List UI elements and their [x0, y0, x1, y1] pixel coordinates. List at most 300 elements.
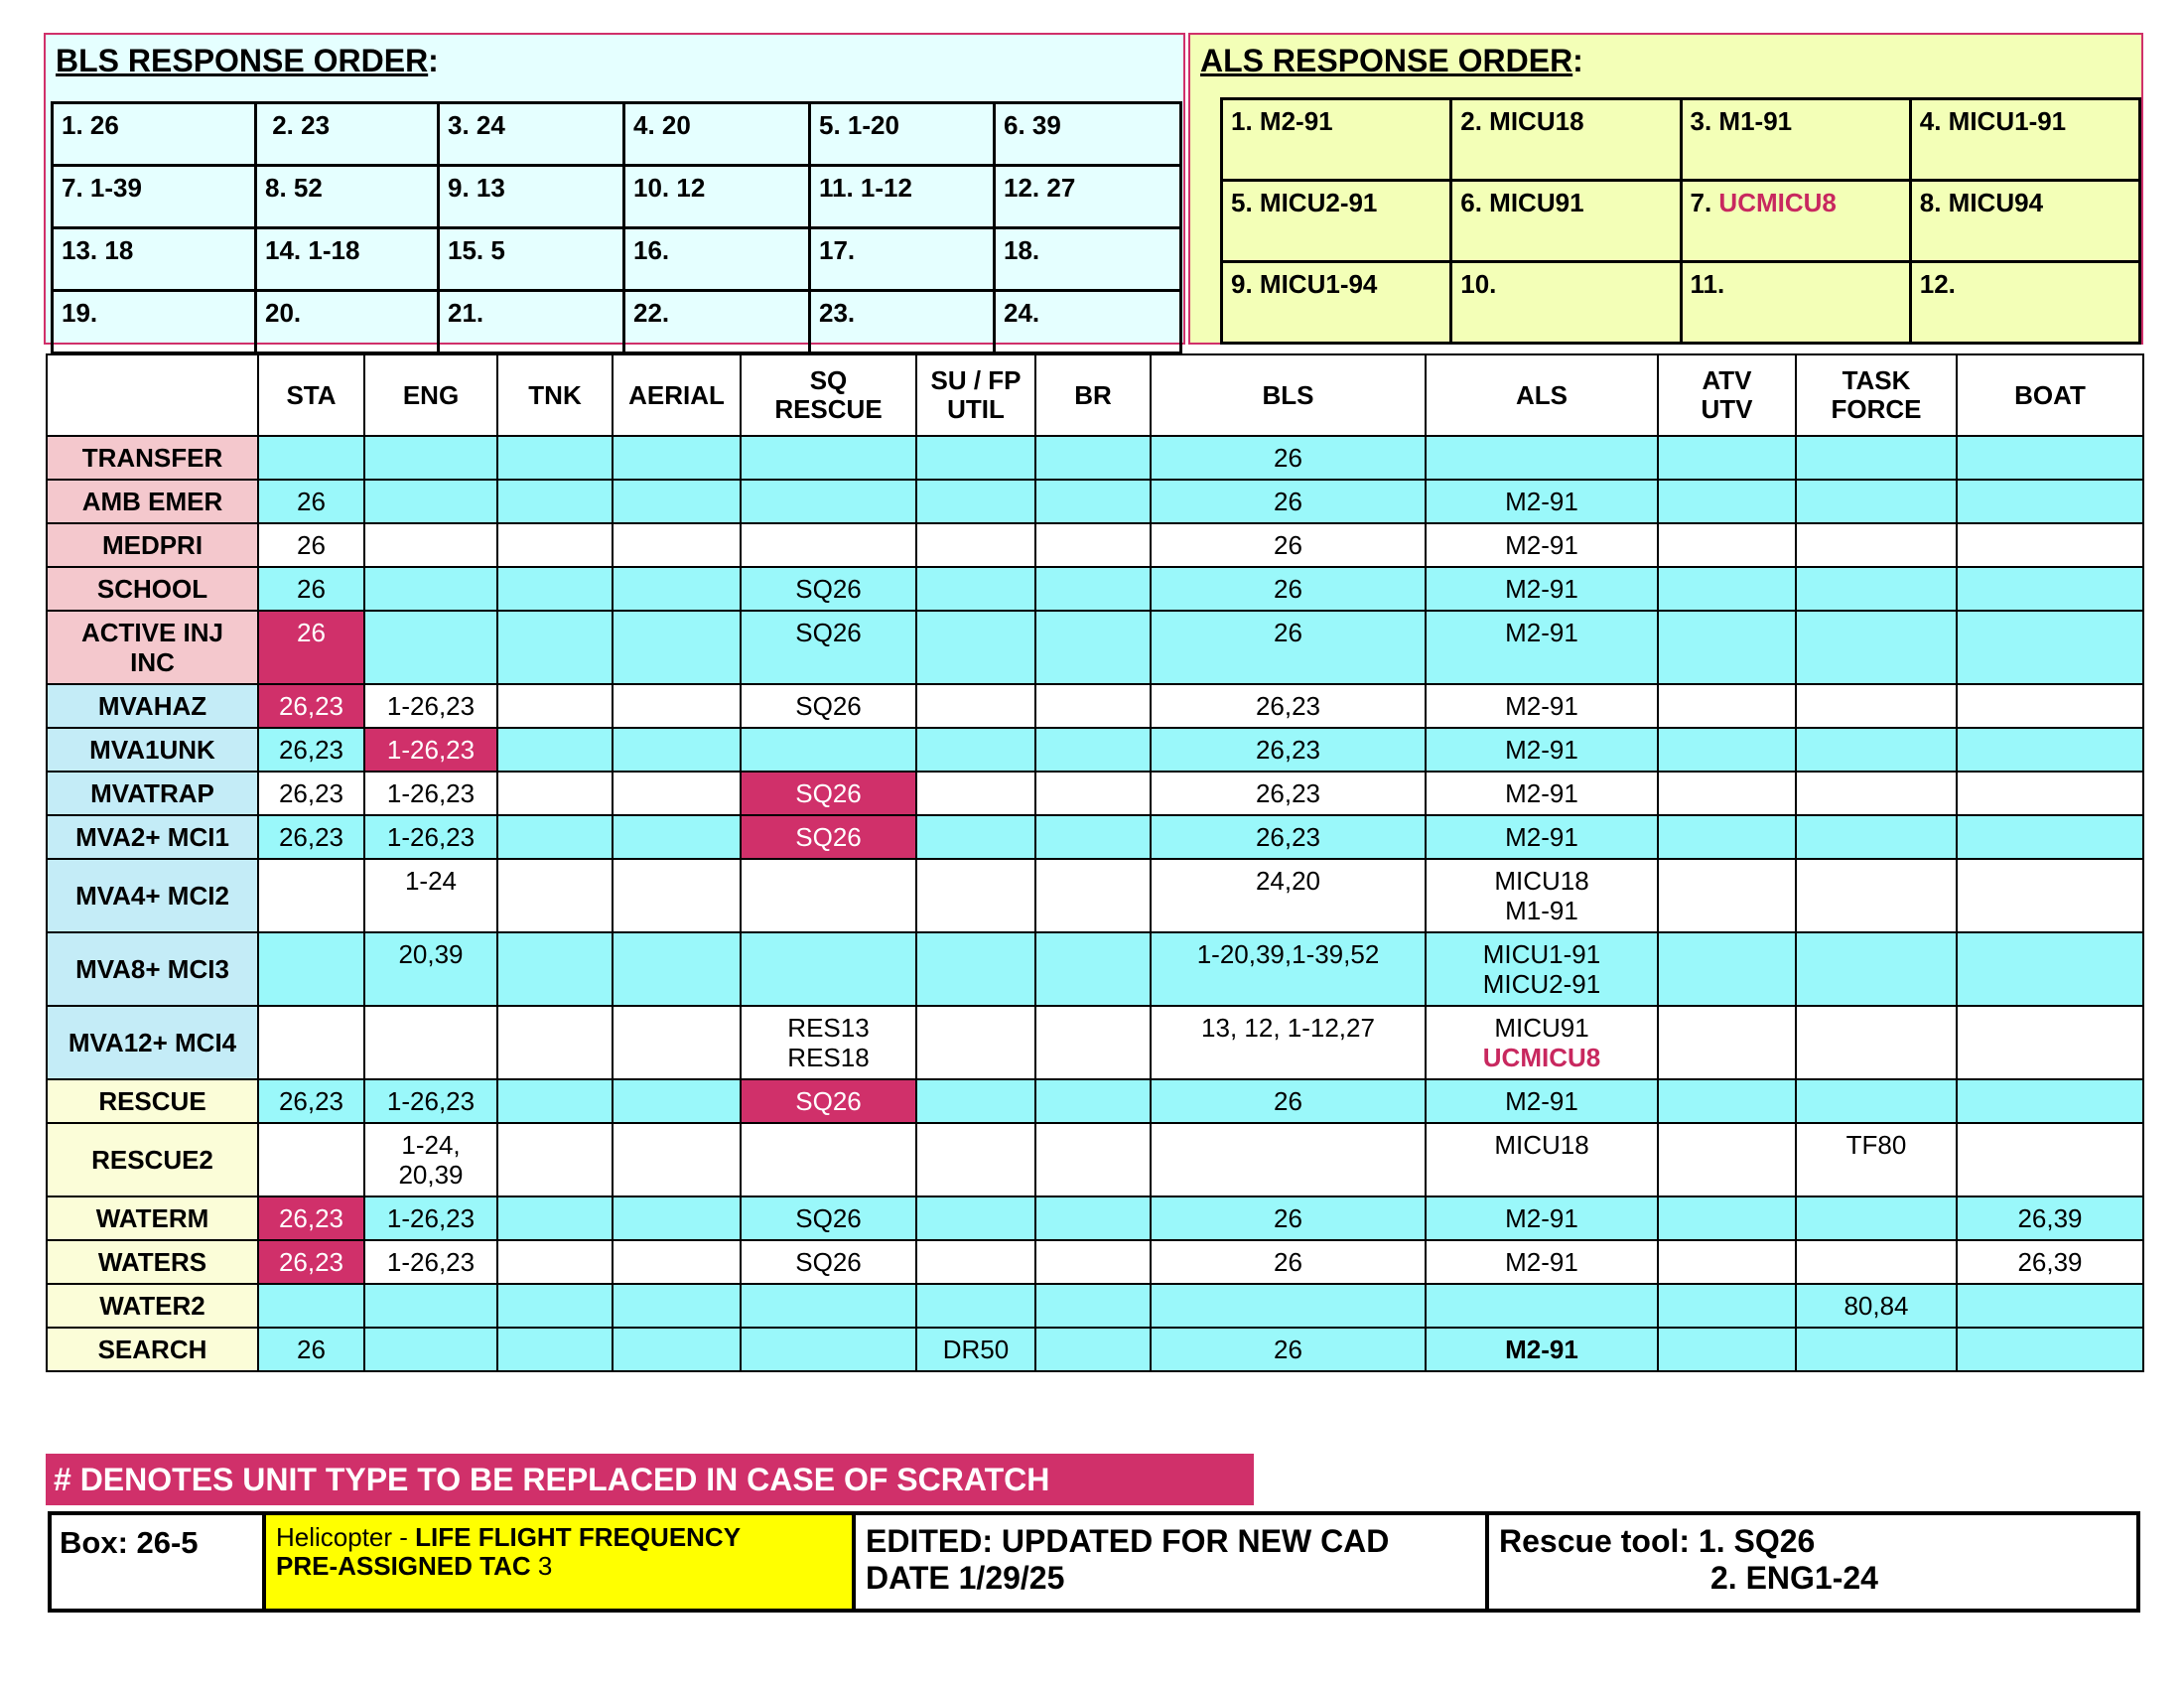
als-unit: MICU91: [1494, 1013, 1589, 1043]
als-order-unit: MICU2-91: [1259, 188, 1378, 217]
als-title: ALS RESPONSE ORDER:: [1200, 43, 1583, 78]
als-order-number: 4.: [1919, 106, 1949, 136]
assignment-cell: 26: [1151, 523, 1426, 567]
bls-row: [53, 228, 1181, 291]
assignment-cell: [1658, 1328, 1796, 1371]
assignment-cell: [1796, 1328, 1957, 1371]
assignment-cell: 26: [1151, 1196, 1426, 1240]
assignment-cell: [497, 772, 613, 815]
column-header: AERIAL: [613, 354, 741, 436]
assignment-cell: 26: [1151, 1079, 1426, 1123]
assignment-cell: SQ26: [741, 611, 916, 684]
assignment-cell: SQ26: [741, 1196, 916, 1240]
bls-order-cell: 8. 52: [256, 166, 439, 228]
assignment-cell: [741, 728, 916, 772]
assignment-cell: M2-91: [1426, 1196, 1658, 1240]
assignment-cell: 26: [1151, 611, 1426, 684]
assignment-cell: [1426, 436, 1658, 480]
als-order-cell: [1222, 99, 1451, 181]
assignment-cell: [1957, 611, 2143, 684]
incident-type-label: MVA12+ MCI4: [47, 1006, 258, 1079]
assignment-cell: 13, 12, 1-12,27: [1151, 1006, 1426, 1079]
grid-row: [47, 1196, 2143, 1240]
column-header: ENG: [364, 354, 497, 436]
assignment-cell: [1796, 523, 1957, 567]
assignment-cell: 26,23: [1151, 728, 1426, 772]
als-order-number: 2.: [1460, 106, 1490, 136]
assignment-cell: [1035, 567, 1151, 611]
assignment-cell: DR50: [916, 1328, 1035, 1371]
assignment-cell: [916, 859, 1035, 932]
assignment-cell: [497, 684, 613, 728]
als-order-cell: [1222, 262, 1451, 344]
assignment-cell: [258, 1123, 364, 1196]
assignment-cell: [1658, 523, 1796, 567]
assignment-cell: 1-24, 20,39: [364, 1123, 497, 1196]
grid-row: [47, 815, 2143, 859]
grid-row: [47, 859, 2143, 932]
column-header: BR: [1035, 354, 1151, 436]
grid-row: [47, 567, 2143, 611]
assignment-cell: [613, 1006, 741, 1079]
rescue-tool-info: Rescue tool: 1. SQ26 2. ENG1-24: [1499, 1523, 1878, 1596]
bls-order-cell: 11. 1-12: [810, 166, 995, 228]
assignment-cell: [916, 567, 1035, 611]
assignment-cell: [916, 436, 1035, 480]
als-order-grid: [1220, 97, 2141, 345]
incident-type-label: AMB EMER: [47, 480, 258, 523]
assignment-cell: [1957, 815, 2143, 859]
assignment-cell: [497, 932, 613, 1006]
assignment-cell: M2-91: [1426, 480, 1658, 523]
bls-order-cell: 1. 26: [53, 103, 256, 166]
assignment-cell: [1426, 1284, 1658, 1328]
assignment-cell: [497, 1240, 613, 1284]
grid-row: [47, 1079, 2143, 1123]
bls-row: [53, 103, 1181, 166]
grid-row: [47, 1123, 2143, 1196]
als-order-unit: MICU18: [1489, 106, 1584, 136]
incident-type-label: MVA8+ MCI3: [47, 932, 258, 1006]
bls-order-cell: 4. 20: [624, 103, 810, 166]
scratch-note: # DENOTES UNIT TYPE TO BE REPLACED IN CASE OF SCRATCH: [46, 1454, 1254, 1505]
column-header: ALS: [1426, 354, 1658, 436]
als-order-cell: [1451, 99, 1681, 181]
als-order-number: 9.: [1231, 269, 1260, 299]
grid-row: [47, 611, 2143, 684]
assignment-cell: [1957, 1328, 2143, 1371]
assignment-cell: [364, 567, 497, 611]
assignment-cell: [497, 1123, 613, 1196]
assignment-cell: 26,23: [258, 1240, 364, 1284]
assignment-cell: M2-91: [1426, 815, 1658, 859]
bls-order-cell: 22.: [624, 291, 810, 353]
box-number: Box: 26-5: [52, 1515, 266, 1609]
als-response-order-panel: [1188, 33, 2143, 345]
assignment-cell: [613, 815, 741, 859]
assignment-cell: MICU18 M1-91: [1426, 859, 1658, 932]
assignment-cell: [1658, 1123, 1796, 1196]
bls-order-cell: 13. 18: [53, 228, 256, 291]
assignment-cell: [916, 611, 1035, 684]
assignment-cell: [1658, 480, 1796, 523]
bls-order-cell: 20.: [256, 291, 439, 353]
als-row: [1222, 181, 2140, 262]
response-assignment-grid: [46, 353, 2144, 1372]
assignment-cell: [1658, 567, 1796, 611]
assignment-cell: [613, 1240, 741, 1284]
assignment-cell: [1658, 815, 1796, 859]
assignment-cell: [1957, 728, 2143, 772]
assignment-cell: 26: [258, 567, 364, 611]
assignment-cell: RES13 RES18: [741, 1006, 916, 1079]
column-header: SU / FP UTIL: [916, 354, 1035, 436]
assignment-cell: MICU1-91 MICU2-91: [1426, 932, 1658, 1006]
assignment-cell: [1658, 611, 1796, 684]
assignment-cell: [497, 480, 613, 523]
column-header: STA: [258, 354, 364, 436]
assignment-cell: [1035, 436, 1151, 480]
incident-type-label: MVA2+ MCI1: [47, 815, 258, 859]
bls-row: [53, 166, 1181, 228]
assignment-cell: [1035, 684, 1151, 728]
assignment-cell: 26,23: [1151, 684, 1426, 728]
assignment-cell: 1-26,23: [364, 772, 497, 815]
als-order-unit: UCMICU8: [1718, 188, 1837, 217]
assignment-cell: [916, 1284, 1035, 1328]
assignment-cell: [1796, 772, 1957, 815]
assignment-cell: [258, 1284, 364, 1328]
assignment-cell: [1796, 728, 1957, 772]
als-order-cell: [1451, 181, 1681, 262]
assignment-cell: [613, 1196, 741, 1240]
assignment-cell: 26,23: [258, 772, 364, 815]
assignment-cell: SQ26: [741, 772, 916, 815]
assignment-cell: [1658, 436, 1796, 480]
assignment-cell: SQ26: [741, 1079, 916, 1123]
assignment-cell: SQ26: [741, 815, 916, 859]
assignment-cell: [613, 1079, 741, 1123]
grid-row: [47, 684, 2143, 728]
assignment-cell: [1957, 1006, 2143, 1079]
assignment-cell: SQ26: [741, 684, 916, 728]
assignment-cell: M2-91: [1426, 1079, 1658, 1123]
assignment-cell: [497, 1079, 613, 1123]
assignment-cell: [364, 523, 497, 567]
als-order-cell: [1910, 99, 2139, 181]
als-order-unit: MICU91: [1489, 188, 1584, 217]
column-header: TNK: [497, 354, 613, 436]
assignment-cell: [1035, 1196, 1151, 1240]
assignment-cell: [741, 523, 916, 567]
als-order-unit: M2-91: [1259, 106, 1333, 136]
incident-type-label: RESCUE2: [47, 1123, 258, 1196]
als-order-number: 12.: [1919, 269, 1956, 299]
assignment-cell: [1957, 436, 2143, 480]
assignment-cell: [258, 436, 364, 480]
assignment-cell: [613, 859, 741, 932]
assignment-cell: [1035, 611, 1151, 684]
bls-order-cell: 7. 1-39: [53, 166, 256, 228]
assignment-cell: 24,20: [1151, 859, 1426, 932]
als-unit-highlighted: UCMICU8: [1482, 1043, 1601, 1072]
assignment-cell: [613, 523, 741, 567]
assignment-cell: [1796, 684, 1957, 728]
bls-order-cell: 14. 1-18: [256, 228, 439, 291]
als-order-unit: M1-91: [1718, 106, 1793, 136]
assignment-cell: SQ26: [741, 1240, 916, 1284]
assignment-cell: [1796, 815, 1957, 859]
assignment-cell: [916, 772, 1035, 815]
assignment-cell: [497, 611, 613, 684]
assignment-cell: 26,23: [258, 684, 364, 728]
grid-row: [47, 728, 2143, 772]
grid-row: [47, 480, 2143, 523]
assignment-cell: [916, 728, 1035, 772]
assignment-cell: [497, 815, 613, 859]
als-order-cell: [1910, 262, 2139, 344]
assignment-cell: [497, 859, 613, 932]
edited-info: EDITED: UPDATED FOR NEW CAD DATE 1/29/25: [856, 1515, 1489, 1609]
assignment-cell: [916, 1240, 1035, 1284]
assignment-cell: [1658, 1240, 1796, 1284]
assignment-cell: 26: [1151, 436, 1426, 480]
assignment-cell: [1796, 480, 1957, 523]
als-row: [1222, 99, 2140, 181]
assignment-cell: [1796, 611, 1957, 684]
grid-row: [47, 1284, 2143, 1328]
assignment-cell: [1957, 932, 2143, 1006]
assignment-cell: [1957, 772, 2143, 815]
bls-order-cell: 16.: [624, 228, 810, 291]
assignment-cell: [741, 480, 916, 523]
assignment-cell: [497, 728, 613, 772]
assignment-cell: 26: [258, 1328, 364, 1371]
incident-type-label: WATERS: [47, 1240, 258, 1284]
incident-type-label: MVATRAP: [47, 772, 258, 815]
assignment-cell: [1957, 480, 2143, 523]
assignment-cell: [1035, 728, 1151, 772]
column-header: TASK FORCE: [1796, 354, 1957, 436]
incident-type-label: RESCUE: [47, 1079, 258, 1123]
assignment-cell: 1-26,23: [364, 815, 497, 859]
bls-order-cell: 6. 39: [995, 103, 1181, 166]
bls-order-cell: 24.: [995, 291, 1181, 353]
assignment-cell: [1658, 932, 1796, 1006]
assignment-cell: [1796, 1240, 1957, 1284]
assignment-cell: [1658, 1196, 1796, 1240]
column-header: ATV UTV: [1658, 354, 1796, 436]
assignment-cell: 26,23: [258, 728, 364, 772]
bls-order-cell: 3. 24: [439, 103, 624, 166]
bls-order-cell: 17.: [810, 228, 995, 291]
assignment-cell: 80,84: [1796, 1284, 1957, 1328]
assignment-cell: [916, 1196, 1035, 1240]
assignment-cell: [497, 1328, 613, 1371]
grid-row: [47, 932, 2143, 1006]
bls-order-cell: 21.: [439, 291, 624, 353]
assignment-cell: 26: [258, 611, 364, 684]
bls-order-cell: 18.: [995, 228, 1181, 291]
assignment-cell: SQ26: [741, 567, 916, 611]
assignment-cell: [916, 1006, 1035, 1079]
assignment-cell: [613, 1284, 741, 1328]
assignment-cell: [1957, 1123, 2143, 1196]
als-order-unit: MICU1-94: [1259, 269, 1378, 299]
assignment-cell: [364, 1006, 497, 1079]
assignment-cell: 26,23: [258, 1079, 364, 1123]
assignment-cell: [613, 611, 741, 684]
incident-type-label: MVA1UNK: [47, 728, 258, 772]
assignment-cell: [1035, 1079, 1151, 1123]
assignment-cell: [916, 523, 1035, 567]
assignment-cell: 1-24: [364, 859, 497, 932]
bls-order-cell: 5. 1-20: [810, 103, 995, 166]
assignment-cell: [613, 728, 741, 772]
assignment-cell: [1957, 859, 2143, 932]
bls-order-cell: 12. 27: [995, 166, 1181, 228]
assignment-cell: [364, 480, 497, 523]
assignment-cell: [364, 1284, 497, 1328]
assignment-cell: 26,23: [1151, 772, 1426, 815]
assignment-cell: M2-91: [1426, 1328, 1658, 1371]
incident-type-label: ACTIVE INJ INC: [47, 611, 258, 684]
column-header: BOAT: [1957, 354, 2143, 436]
assignment-cell: [497, 523, 613, 567]
assignment-cell: [1035, 1240, 1151, 1284]
als-order-cell: [1681, 181, 1910, 262]
grid-row: [47, 1328, 2143, 1371]
assignment-cell: [1957, 1284, 2143, 1328]
assignment-cell: [1035, 1284, 1151, 1328]
assignment-cell: 1-20,39,1-39,52: [1151, 932, 1426, 1006]
assignment-cell: 1-26,23: [364, 684, 497, 728]
assignment-cell: [1035, 932, 1151, 1006]
als-order-number: 11.: [1690, 269, 1725, 299]
assignment-cell: 26: [1151, 1328, 1426, 1371]
bls-title: BLS RESPONSE ORDER:: [56, 43, 439, 78]
bls-order-cell: 15. 5: [439, 228, 624, 291]
bls-order-cell: 19.: [53, 291, 256, 353]
assignment-cell: [1035, 1123, 1151, 1196]
assignment-cell: 26: [1151, 1240, 1426, 1284]
assignment-cell: [1796, 1196, 1957, 1240]
assignment-cell: [497, 1196, 613, 1240]
assignment-cell: [1035, 1328, 1151, 1371]
bls-order-cell: 10. 12: [624, 166, 810, 228]
assignment-cell: [1658, 1079, 1796, 1123]
assignment-cell: [1957, 523, 2143, 567]
assignment-cell: [1658, 859, 1796, 932]
als-order-cell: [1681, 99, 1910, 181]
incident-type-label: SEARCH: [47, 1328, 258, 1371]
assignment-cell: [1796, 567, 1957, 611]
assignment-cell: [364, 1328, 497, 1371]
grid-row: [47, 523, 2143, 567]
assignment-cell: [497, 1006, 613, 1079]
assignment-cell: TF80: [1796, 1123, 1957, 1196]
assignment-cell: [1151, 1284, 1426, 1328]
assignment-cell: [1796, 1079, 1957, 1123]
assignment-cell: [497, 436, 613, 480]
assignment-cell: [613, 567, 741, 611]
assignment-cell: M2-91: [1426, 684, 1658, 728]
als-order-number: 7.: [1690, 188, 1719, 217]
assignment-cell: [613, 684, 741, 728]
assignment-cell: [1796, 436, 1957, 480]
grid-row: [47, 436, 2143, 480]
assignment-cell: M2-91: [1426, 523, 1658, 567]
assignment-cell: [1957, 567, 2143, 611]
incident-type-label: SCHOOL: [47, 567, 258, 611]
header-corner: [47, 354, 258, 436]
assignment-cell: [1035, 772, 1151, 815]
assignment-cell: 26: [258, 523, 364, 567]
assignment-cell: [613, 436, 741, 480]
als-order-number: 1.: [1231, 106, 1260, 136]
assignment-cell: 26,23: [258, 1196, 364, 1240]
assignment-cell: [497, 1284, 613, 1328]
assignment-cell: [1658, 1006, 1796, 1079]
als-order-unit: MICU1-91: [1948, 106, 2067, 136]
assignment-cell: [1035, 1006, 1151, 1079]
als-order-number: 8.: [1919, 188, 1949, 217]
assignment-cell: 1-26,23: [364, 728, 497, 772]
bls-order-cell: 2. 23: [256, 103, 439, 166]
assignment-cell: M2-91: [1426, 728, 1658, 772]
assignment-cell: [916, 684, 1035, 728]
assignment-cell: M2-91: [1426, 567, 1658, 611]
assignment-cell: [1957, 1079, 2143, 1123]
assignment-cell: 26,39: [1957, 1196, 2143, 1240]
als-order-number: 5.: [1231, 188, 1260, 217]
footer: [48, 1511, 2140, 1613]
bls-order-grid: [51, 101, 1182, 354]
assignment-cell: [364, 436, 497, 480]
assignment-cell: 26,23: [1151, 815, 1426, 859]
grid-row: [47, 1006, 2143, 1079]
assignment-cell: [916, 480, 1035, 523]
assignment-cell: 1-26,23: [364, 1079, 497, 1123]
assignment-cell: [1957, 684, 2143, 728]
assignment-cell: [741, 436, 916, 480]
als-order-number: 3.: [1690, 106, 1719, 136]
assignment-cell: [1035, 815, 1151, 859]
assignment-cell: [613, 1123, 741, 1196]
als-order-cell: [1681, 262, 1910, 344]
assignment-cell: [613, 480, 741, 523]
als-order-cell: [1451, 262, 1681, 344]
assignment-cell: M2-91: [1426, 611, 1658, 684]
grid-row: [47, 772, 2143, 815]
assignment-cell: M2-91: [1426, 772, 1658, 815]
incident-type-label: MVAHAZ: [47, 684, 258, 728]
assignment-cell: M2-91: [1426, 1240, 1658, 1284]
assignment-cell: 1-26,23: [364, 1196, 497, 1240]
assignment-cell: [1658, 772, 1796, 815]
assignment-cell: [741, 1328, 916, 1371]
als-order-cell: [1222, 181, 1451, 262]
assignment-cell: [741, 932, 916, 1006]
assignment-cell: [916, 1123, 1035, 1196]
assignment-cell: 20,39: [364, 932, 497, 1006]
helicopter-info: Helicopter - LIFE FLIGHT FREQUENCY PRE-ASSIGNED TAC 3: [266, 1515, 856, 1609]
assignment-cell: [258, 859, 364, 932]
assignment-cell: [741, 1123, 916, 1196]
als-order-cell: [1910, 181, 2139, 262]
assignment-cell: [1035, 859, 1151, 932]
als-order-number: 6.: [1460, 188, 1490, 217]
